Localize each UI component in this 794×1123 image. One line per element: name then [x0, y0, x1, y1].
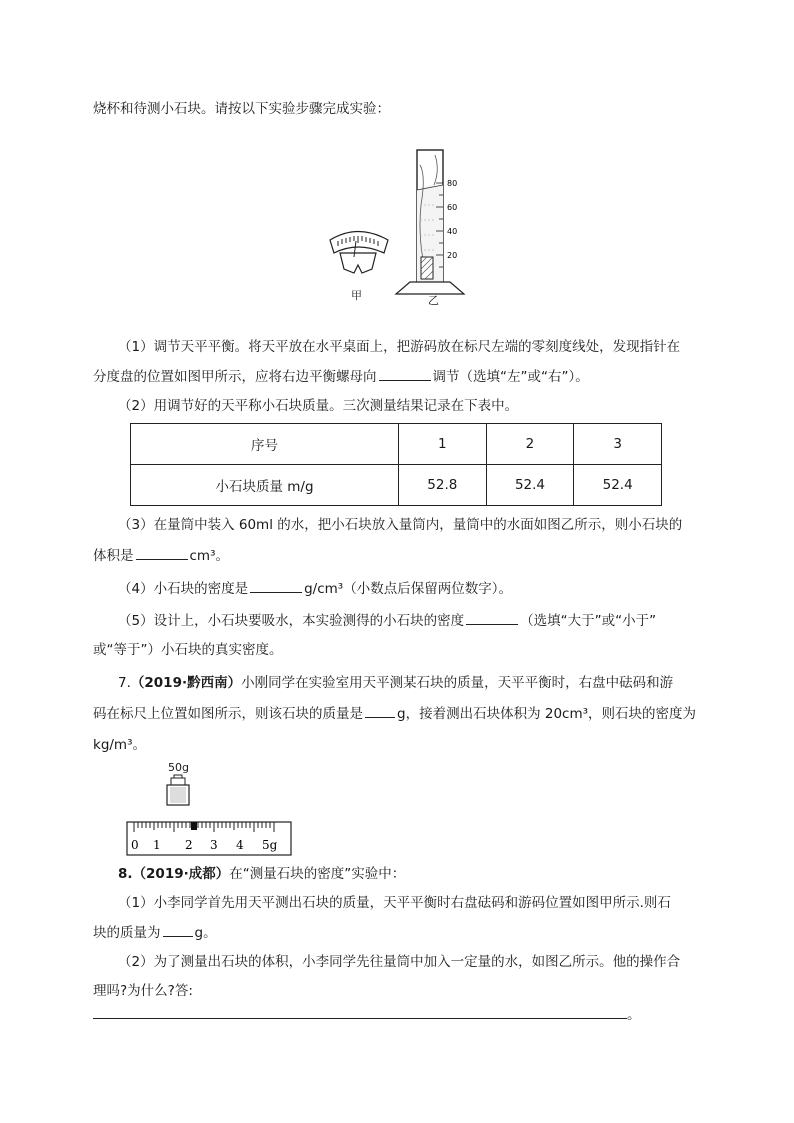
table-cell: 小石块质量 m/g — [131, 465, 399, 506]
rider-scale — [126, 821, 292, 857]
q8-text-a: 在“测量石块的密度”实验中： — [229, 866, 406, 882]
mass-table — [130, 423, 662, 506]
table-cell: 52.4 — [574, 465, 662, 506]
q8-source: （2019·成都） — [132, 866, 230, 882]
q6-step2: （2）用调节好的天平称小石块质量。三次测量结果记录在下表中。 — [118, 398, 519, 414]
q7-line3: kg/m³。 — [93, 737, 146, 753]
q6-step3-line1: （3）在量筒中装入 60ml 的水，把小石块放入量筒内，量筒中的水面如图乙所示，则小石块的 — [118, 517, 683, 533]
scale-label-1: 1 — [153, 838, 161, 852]
q6-step1-pre: 分度盘的位置如图甲所示，应将右边平衡螺母向 — [93, 369, 377, 385]
q8-step1-post: g。 — [194, 925, 217, 941]
weight-50g-icon — [164, 774, 192, 808]
q8-answer-line[interactable] — [93, 1018, 627, 1019]
rider-marker — [191, 822, 197, 830]
q8-number: 8. — [118, 866, 133, 882]
table-header-cell: 3 — [574, 424, 662, 465]
q8-step2-line1: （2）为了测量出石块的体积，小李同学先往量筒中加入一定量的水，如图乙所示。他的操作合 — [118, 954, 681, 970]
q8-step2-line2: 理吗?为什么?答: — [93, 983, 193, 999]
table-row — [131, 424, 662, 465]
q7-number: 7. — [118, 675, 131, 691]
scale-label-5g: 5g — [262, 838, 278, 852]
scale-label-2: 2 — [185, 838, 193, 852]
q6-step1-post: 调节（选填“左”或“右”）。 — [432, 369, 589, 385]
table-cell: 52.4 — [486, 465, 574, 506]
figure-balance-and-cylinder — [320, 145, 480, 310]
scale-label-0: 0 — [131, 838, 139, 852]
q8-line1 — [118, 864, 405, 884]
q6-step5-post: （选填“大于”或“小于” — [520, 613, 657, 629]
balance-dial-icon — [330, 232, 388, 274]
q7-text-a: 小刚同学在实验室用天平测某石块的质量，天平平衡时，右盘中砝码和游 — [241, 675, 674, 691]
q6-blank-density[interactable] — [250, 578, 302, 593]
table-row — [131, 465, 662, 506]
scale-label-4: 4 — [236, 838, 244, 852]
tick-80: 80 — [447, 179, 458, 188]
figure-label-yi: 乙 — [428, 294, 439, 307]
intro-text: 烧杯和待测小石块。请按以下实验步骤完成实验： — [93, 101, 390, 117]
q8-step1-line1: （1）小李同学首先用天平测出石块的质量，天平平衡时右盘砝码和游码位置如图甲所示.则石 — [118, 895, 671, 911]
q6-step4-post: g/cm³（小数点后保留两位数字）。 — [304, 581, 512, 597]
table-cell: 52.8 — [398, 465, 486, 506]
q8-blank-mass[interactable] — [163, 922, 193, 937]
q7-post: g，接着测出石块体积为 20cm³，则石块的密度为 — [397, 706, 697, 722]
q8-end-mark: 。 — [627, 1007, 641, 1023]
q7-line2 — [93, 703, 696, 724]
q6-blank-compare[interactable] — [466, 610, 518, 625]
q6-step5-line1 — [118, 610, 656, 631]
q6-step4-pre: （4）小石块的密度是 — [118, 581, 249, 597]
q6-step5-line2: 或“等于”）小石块的真实密度。 — [93, 642, 283, 658]
q6-step1-line2 — [93, 366, 589, 387]
q6-blank-volume[interactable] — [136, 545, 188, 560]
graduated-cylinder-icon — [396, 150, 464, 294]
q6-step5-pre: （5）设计上，小石块要吸水，本实验测得的小石块的密度 — [118, 613, 465, 629]
figure-label-jia: 甲 — [351, 289, 362, 302]
q6-step3-line2 — [93, 545, 229, 566]
q8-step1-line2 — [93, 922, 217, 943]
scale-label-3: 3 — [210, 838, 218, 852]
tick-40: 40 — [447, 227, 458, 236]
table-header-cell: 2 — [486, 424, 574, 465]
q7-blank-mass[interactable] — [365, 703, 395, 718]
table-header-cell: 序号 — [131, 424, 399, 465]
table-header-cell: 1 — [398, 424, 486, 465]
q8-step1-pre: 块的质量为 — [93, 925, 161, 941]
tick-60: 60 — [447, 203, 458, 212]
q6-step3-pre: 体积是 — [93, 548, 134, 564]
q7-pre: 码在标尺上位置如图所示，则该石块的质量是 — [93, 706, 363, 722]
q7-source: （2019·黔西南） — [130, 675, 242, 691]
q6-step3-post: cm³。 — [189, 548, 229, 564]
q6-step1-line1: （1）调节天平平衡。将天平放在水平桌面上，把游码放在标尺左端的零刻度线处，发现指针在 — [118, 339, 681, 355]
q6-blank-direction[interactable] — [379, 366, 431, 381]
q6-step4 — [118, 578, 512, 599]
tick-20: 20 — [447, 251, 458, 260]
q7-line1 — [118, 673, 673, 693]
weight-label: 50g — [168, 761, 189, 774]
